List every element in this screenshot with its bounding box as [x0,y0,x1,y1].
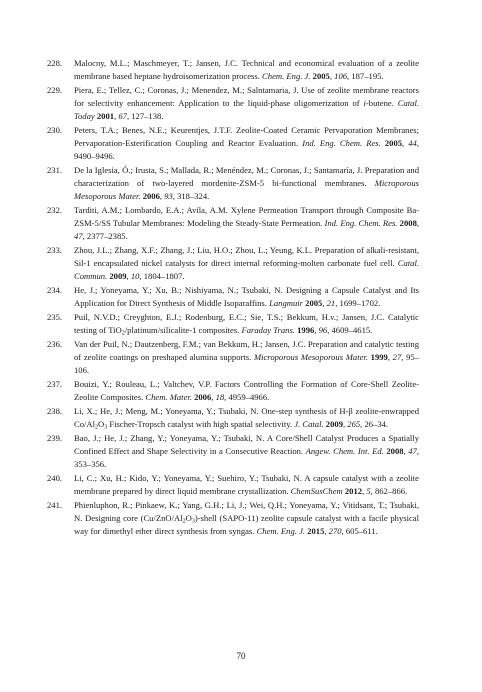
reference-text [74,433,419,469]
reference-item [47,472,419,498]
reference-text-segment: 5 [366,485,371,496]
reference-item [47,378,419,404]
reference-text-segment: , 9490–9496. [74,137,419,162]
reference-text-segment: 18 [215,391,225,402]
reference-item [47,204,419,243]
reference-text-segment: 2 [182,518,186,525]
reference-list [47,57,419,539]
reference-text-segment: 2009 [325,418,343,429]
reference-text-segment: , 318–324. [172,191,210,201]
reference-text [74,339,419,375]
reference-text-segment: , [362,485,367,496]
reference-text [74,312,419,335]
reference-text-segment: Peters, T.A.; Benes, N.E.; Keurentjes, J.T.F. Zeolite-Coated Ceramic Pervaporation Membranes; Pervaporation-Esterification Coupling and Reactor Evaluation. [74,124,419,148]
reference-text-segment: 2008 [399,217,417,228]
reference-text-segment: Microporous Mesoporous Mater. [74,177,419,201]
reference-item [47,432,419,471]
reference-item [47,338,419,377]
reference-text-segment: , [114,111,119,122]
reference-item [47,405,419,431]
reference-text-segment: 10 [130,270,140,281]
reference-text-segment: Chem. Mater. [145,391,192,402]
reference-text-segment: Ind. Eng. Chem. Res. [324,217,398,228]
reference-text-segment: Bouizi, Y.; Rouleau, L.; Valtchev, V.P. Factors Controlling the Formation of Core-Shell Zeolite-Zeolite Composites. [74,378,419,402]
reference-text-segment: )-shell (SAPO-11) zeolite capsule catalyst with a facile physical way for dimethyl ether direct synthesis from syngas. [74,512,419,536]
reference-text-segment: O [185,512,192,523]
reference-text [74,85,419,121]
reference-text-segment: , [342,418,348,429]
reference-text-segment: , [403,445,409,456]
reference-text-segment: 3 [104,424,108,431]
reference-text-segment: 27 [392,351,402,362]
reference-text-segment: 2005 [384,137,403,148]
reference-text-segment: , [322,297,327,308]
reference-text [74,58,419,81]
reference-number: 235. [47,311,63,322]
reference-text-segment: Ind. Eng. Chem. Res. [302,137,381,148]
reference-text-segment: 265 [347,418,361,429]
reference-text-segment: , 1804–1807. [139,270,185,281]
reference-number: 234. [47,284,63,295]
reference-item [47,499,419,538]
reference-item [47,84,419,123]
reference-text-segment: , 4959–4966. [224,391,270,402]
reference-text-segment: , 187–195. [347,71,384,82]
reference-text [74,473,419,496]
reference-text-segment: Langmuir [269,297,303,308]
reference-text-segment: Chem. Eng. J. [262,71,311,82]
reference-number: 239. [47,432,63,443]
reference-text-segment: 2006 [194,391,212,402]
reference-text-segment: De la Iglesia, Ó.; Irusta, S.; Mallada, R.; Menéndez, M.; Coronas, J.; Santamaría, J. Preparation and characterization of two-layered mordenite-ZSM-5 bi-functional membranes. [74,164,419,188]
reference-text-segment: Tarditi, A.M.; Lombardo, E.A.; Avila, A.M. Xylene Permeation Transport through Composite Ba-ZSM-5/SS Tubular Membranes: Modeling the Steady-State Permeation. [74,204,419,228]
reference-text-segment: , [329,71,335,82]
reference-text [74,285,419,308]
reference-text-segment: Malocny, M.L.; Maschmeyer, T.; Jansen, J.C. Technical and economical evaluation of a zeolite membrane based heptane hydroisomerization process. [74,58,419,82]
reference-text-segment: 2005 [305,297,323,308]
reference-text-segment: Chem. Eng. J. [256,525,306,536]
reference-text-segment: 2006 [142,191,160,201]
reference-number: 241. [47,499,63,510]
reference-text-segment: 2001 [96,111,115,122]
reference-item [47,244,419,283]
reference-text-segment: -butene. [365,97,398,108]
reference-text-segment: 44 [408,137,417,148]
reference-text-segment: 3 [191,518,195,525]
reference-text-segment: Catal. Commun. [74,257,419,281]
reference-text [74,379,419,402]
reference-text-segment: , 2377–2385. [82,230,128,241]
reference-text-segment: , [324,525,329,536]
reference-number: 229. [47,84,63,95]
reference-number: 237. [47,378,63,389]
reference-text-segment: 96 [318,324,328,335]
reference-number: 240. [47,472,63,483]
reference-item [47,164,419,203]
reference-text-segment: 2005 [312,71,330,82]
reference-number: 228. [47,58,63,68]
reference-text-segment: , 1699–1702. [335,297,381,308]
reference-text-segment: 93 [164,191,173,201]
reference-text-segment: O [98,418,105,429]
reference-text-segment: 270 [328,525,342,536]
reference-text-segment: Zhou, J.L.; Zhang, X.F.; Zhang, J.; Liu, H.O.; Zhou, L.; Yeung, K.L. Preparation of alkali-resistant, Sil-1 encapsulated nickel catalysts for direct internal reforming-molten carbonate fuel cell. [74,244,419,268]
reference-text-segment: i [363,97,366,108]
reference-text-segment: Li, C.; Xu, H.; Kido, Y.; Yoneyama, Y.; Suehiro, Y.; Tsubaki, N. A capsule catalyst with a zeolite membrane prepared by direct liquid membrane crystallization. [74,472,419,496]
reference-text [74,205,419,241]
reference-text-segment: 47 [74,230,83,241]
reference-text-segment: He, J.; Yoneyama, Y.; Xu, B.; Nishiyama, N.; Tsubaki, N. Designing a Capsule Catalyst and Its Application for Direct Synthesis of Middle Isoparaffins. [74,284,419,308]
reference-text [74,406,419,429]
reference-number: 232. [47,204,63,215]
reference-text-segment: Angew. Chem. Int. Ed. [305,445,384,456]
reference-text-segment: , 862–866. [370,485,408,496]
reference-text-segment: ChemSusChem [290,485,343,496]
reference-text-segment: 47 [408,445,417,456]
reference-text-segment: Catal. Today [74,97,419,122]
reference-text-segment: 2 [121,330,125,337]
reference-text-segment: , 353–356. [74,445,419,469]
reference-text-segment: Piera, E.; Tellez, C.; Coronas, J.; Menendez, M.; Salntamaria, J. Use of zeolite membrane reactors for selectivity enhancement: Application to the liquid-phase oligomerization of [74,84,419,108]
reference-text-segment: , 26–34. [360,418,389,429]
reference-text-segment: , [416,217,420,228]
reference-text-segment: , [126,270,131,281]
reference-text-segment: Van der Puil, N.; Dautzenberg, F.M.; van Bekkum, H.; Jansen, J.C. Preparation and catalytic testing of zeolite coatings on preshaped alumina supports. [74,338,419,362]
reference-text-segment: 2009 [109,270,127,281]
reference-text-segment: , [387,351,393,362]
reference-text-segment: Li, X.; He, J.; Meng, M.; Yoneyama, Y.; Tsubaki, N. One-step synthesis of H-β zeolite-enwrapped Co/Al [74,405,419,429]
page-number: 70 [236,651,246,661]
reference-text-segment: , 605–611. [341,525,378,536]
reference-text-segment: 106 [334,71,348,82]
reference-text-segment: Faraday Trans. [241,324,295,335]
reference-text-segment: , [211,391,216,402]
reference-text-segment: Phienluphon, R.; Pinkaew, K.; Yang, G.H.; Li, J.; Wei, Q.H.; Yoneyama, Y.; Vitidsant, T.; Tsubaki, N. Designing core (Cu/ZnO/Al [74,499,419,523]
reference-text-segment: 1996 [297,324,315,335]
reference-text-segment: /platinum/silicalite-1 composites. [124,324,242,335]
reference-text-segment: 1999 [370,351,388,362]
reference-text-segment: 2012 [344,485,363,496]
reference-item [47,284,419,310]
reference-text [74,245,419,281]
reference-number: 230. [47,124,63,135]
reference-text-segment: Bao, J.; He, J.; Zhang, Y.; Yoneyama, Y.; Tsubaki, N. A Core/Shell Catalyst Produces a Spatially Confined Effect and Shape Selectivity in a Consecutive Reaction. [74,432,419,456]
reference-text-segment: J. Catal. [294,418,324,429]
reference-text-segment: 21 [326,297,336,308]
reference-text-segment: , 4609–4615. [327,324,373,335]
reference-number: 236. [47,338,63,349]
reference-item [47,57,419,83]
reference-text [74,500,419,536]
reference-number: 231. [47,164,63,175]
reference-text-segment: 2008 [386,445,404,456]
reference-text-segment: , [159,191,165,201]
reference-text-segment: Puil, N.V.D.; Creyghton, E.J.; Rodenburg, E.C.; Sie, T.S.; Bekkum, H.v.; Jansen, J.C. Catalytic testing of TiO [74,311,419,335]
reference-text [74,165,419,201]
reference-text-segment: , [314,324,319,335]
reference-text-segment: 2 [95,424,99,431]
reference-number: 233. [47,244,63,255]
reference-text-segment: , 95–106. [74,351,419,375]
reference-text-segment: 2015 [307,525,325,536]
reference-text-segment: , [402,137,409,148]
reference-text-segment: , 127–138. [126,111,164,122]
reference-text [74,125,419,161]
reference-text-segment: Microporous Mesoporous Mater. [253,351,368,362]
reference-number: 238. [47,405,63,416]
reference-text-segment: 67 [118,111,127,122]
reference-item [47,311,419,337]
reference-text-segment: Fischer-Tropsch catalyst with high spatial selectivity. [107,418,295,429]
reference-item [47,124,419,163]
